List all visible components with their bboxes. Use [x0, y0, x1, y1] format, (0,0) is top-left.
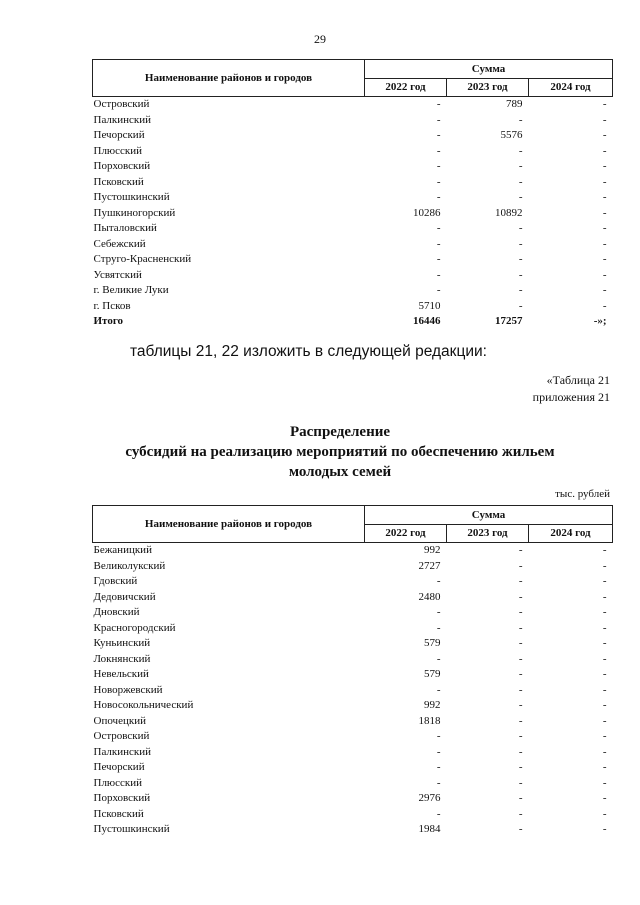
amount-cell: - [602, 621, 607, 634]
table-row [93, 683, 613, 699]
district-name: Порховский [93, 792, 151, 805]
amount-cell: - [518, 807, 523, 820]
district-name: Островский [93, 730, 150, 743]
amount-cell: - [436, 144, 441, 157]
district-name: Гдовский [93, 575, 138, 588]
document-title [60, 422, 620, 482]
amount-cell: - [602, 683, 607, 696]
amount-cell: - [436, 191, 441, 204]
district-name: Пустошкинский [93, 823, 170, 836]
table-row [93, 128, 613, 144]
header-year: 2022 год [365, 524, 447, 543]
amount-cell: - [602, 160, 607, 173]
amount-cell: - [436, 575, 441, 588]
district-name: Новоржевский [93, 683, 163, 696]
amount-cell: 2480 [418, 590, 441, 603]
table-row [93, 667, 613, 683]
amount-cell: - [518, 730, 523, 743]
table-row [93, 760, 613, 776]
district-name: Печорский [93, 129, 145, 142]
district-name: Псковский [93, 807, 144, 820]
table-row [93, 221, 613, 237]
title-line: молодых семей [288, 464, 392, 480]
amount-cell: - [436, 745, 441, 758]
amount-cell: - [518, 699, 523, 712]
amount-cell: 2976 [418, 792, 441, 805]
header-sum: Сумма [365, 60, 613, 79]
table-ref-line: приложения 21 [532, 390, 610, 404]
amount-cell: - [602, 268, 607, 281]
table-ref-line: «Таблица 21 [546, 373, 610, 387]
total-label: Итого [93, 315, 124, 328]
amount-cell: - [436, 268, 441, 281]
table-2-body [93, 543, 613, 838]
district-name: Плюсский [93, 776, 143, 789]
amount-cell: - [602, 299, 607, 312]
amount-cell: - [518, 590, 523, 603]
amount-cell: - [518, 253, 523, 266]
district-name: Новосокольнический [93, 699, 194, 712]
district-name: Великолукский [93, 559, 166, 572]
amount-cell: - [436, 98, 441, 111]
header-sum: Сумма [365, 506, 613, 525]
amount-cell: -»; [593, 315, 607, 328]
district-name: Пустошкинский [93, 191, 170, 204]
table-row [93, 206, 613, 222]
amount-cell: - [518, 299, 523, 312]
table-row [93, 636, 613, 652]
amount-cell: - [518, 652, 523, 665]
district-name: Себежский [93, 237, 146, 250]
table-row [93, 97, 613, 113]
amount-cell: - [518, 222, 523, 235]
amount-cell: - [602, 652, 607, 665]
district-name: Палкинский [93, 745, 152, 758]
amount-cell: 579 [424, 637, 441, 650]
header-year: 2022 год [365, 78, 447, 97]
total-row [93, 314, 613, 330]
amount-cell: - [518, 668, 523, 681]
amount-cell: - [518, 268, 523, 281]
amount-cell: - [518, 175, 523, 188]
amount-cell: - [518, 559, 523, 572]
amount-cell: - [518, 237, 523, 250]
district-name: Усвятский [93, 268, 142, 281]
district-name: Дедовичский [93, 590, 156, 603]
table-row [93, 652, 613, 668]
district-name: Пыталовский [93, 222, 157, 235]
amount-cell: - [518, 776, 523, 789]
table-row [93, 159, 613, 175]
amount-cell: - [602, 606, 607, 619]
table-row [93, 543, 613, 559]
district-name: Куньинский [93, 637, 151, 650]
table-2 [92, 505, 613, 838]
district-name: Струго-Красненский [93, 253, 192, 266]
table-row [93, 283, 613, 299]
amount-cell: - [602, 699, 607, 712]
amount-cell: 789 [506, 98, 523, 111]
amount-cell: - [602, 544, 607, 557]
amount-cell: - [518, 160, 523, 173]
table-row [93, 144, 613, 160]
district-name: Плюсский [93, 144, 143, 157]
table-row [93, 113, 613, 129]
amount-cell: - [602, 745, 607, 758]
amount-cell: - [602, 113, 607, 126]
amount-cell: - [602, 559, 607, 572]
page-number: 29 [314, 32, 326, 46]
amount-cell: - [602, 823, 607, 836]
table-row [93, 605, 613, 621]
amount-cell: 10286 [413, 206, 441, 219]
amount-cell: - [518, 144, 523, 157]
header-name: Наименование районов и городов [93, 60, 365, 97]
table-row [93, 729, 613, 745]
header-name: Наименование районов и городов [93, 506, 365, 543]
table-row [93, 190, 613, 206]
table-row [93, 590, 613, 606]
amount-cell: - [436, 129, 441, 142]
district-name: Невельский [93, 668, 149, 681]
amount-cell: - [436, 652, 441, 665]
amount-cell: - [518, 792, 523, 805]
district-name: Дновский [93, 606, 140, 619]
amount-cell: - [602, 175, 607, 188]
amount-cell: - [518, 575, 523, 588]
amount-cell: 5576 [500, 129, 523, 142]
amount-cell: - [518, 606, 523, 619]
amount-cell: - [436, 761, 441, 774]
amount-cell: - [602, 237, 607, 250]
amount-cell: - [518, 714, 523, 727]
table-row [93, 175, 613, 191]
district-name: Палкинский [93, 113, 152, 126]
amount-cell: - [436, 160, 441, 173]
table-row [93, 268, 613, 284]
table-row [93, 791, 613, 807]
amount-cell: 992 [424, 544, 441, 557]
district-name: Красногородский [93, 621, 176, 634]
header-year: 2023 год [447, 524, 529, 543]
amount-cell: - [602, 575, 607, 588]
amount-cell: - [436, 175, 441, 188]
units-label: тыс. рублей [555, 488, 610, 500]
amount-cell: - [436, 730, 441, 743]
amount-cell: - [518, 113, 523, 126]
amount-cell: - [436, 606, 441, 619]
header-year: 2024 год [529, 78, 613, 97]
amount-cell: - [436, 683, 441, 696]
amount-cell: - [436, 621, 441, 634]
amount-cell: 16446 [413, 315, 441, 328]
amount-cell: 10892 [495, 206, 523, 219]
amount-cell: 992 [424, 699, 441, 712]
amount-cell: - [518, 761, 523, 774]
table-row [93, 237, 613, 253]
amount-cell: - [602, 668, 607, 681]
amount-cell: - [436, 807, 441, 820]
table-row [93, 776, 613, 792]
amount-cell: - [436, 776, 441, 789]
amount-cell: - [518, 544, 523, 557]
amount-cell: - [436, 284, 441, 297]
district-name: Бежаницкий [93, 544, 152, 557]
amount-cell: - [602, 761, 607, 774]
amount-cell: - [436, 222, 441, 235]
table-row [93, 252, 613, 268]
amount-cell: - [518, 637, 523, 650]
amount-cell: 1984 [418, 823, 441, 836]
district-name: Печорский [93, 761, 145, 774]
table-1 [92, 59, 613, 330]
district-name: Островский [93, 98, 150, 111]
amount-cell: - [602, 792, 607, 805]
district-name: Опочецкий [93, 714, 146, 727]
amount-cell: - [602, 129, 607, 142]
table-row [93, 745, 613, 761]
amount-cell: 579 [424, 668, 441, 681]
district-name: Локнянский [93, 652, 151, 665]
amount-cell: - [436, 113, 441, 126]
table-row [93, 299, 613, 315]
amount-cell: - [518, 284, 523, 297]
amount-cell: - [602, 222, 607, 235]
amount-cell: - [436, 253, 441, 266]
table-row [93, 559, 613, 575]
district-name: Пушкиногорский [93, 206, 176, 219]
amount-cell: - [518, 683, 523, 696]
district-name: Псковский [93, 175, 144, 188]
amount-cell: - [602, 637, 607, 650]
amount-cell: 17257 [495, 315, 523, 328]
table-1-body [93, 97, 613, 330]
district-name: Порховский [93, 160, 151, 173]
amount-cell: - [602, 714, 607, 727]
header-year: 2024 год [529, 524, 613, 543]
amount-cell: - [602, 144, 607, 157]
amount-cell: - [518, 823, 523, 836]
table-reference [533, 372, 610, 406]
table-row [93, 621, 613, 637]
amount-cell: - [602, 206, 607, 219]
amount-cell: - [602, 730, 607, 743]
district-name: г. Псков [93, 299, 131, 312]
amount-cell: - [602, 98, 607, 111]
table-row [93, 807, 613, 823]
amount-cell: - [436, 237, 441, 250]
intro-text: таблицы 21, 22 изложить в следующей редакции: [130, 343, 487, 360]
table-row [93, 574, 613, 590]
amount-cell: - [602, 284, 607, 297]
amount-cell: - [518, 745, 523, 758]
title-line: субсидий на реализацию мероприятий по обеспечению жильем [125, 444, 555, 460]
amount-cell: 1818 [418, 714, 441, 727]
header-year: 2023 год [447, 78, 529, 97]
table-row [93, 714, 613, 730]
title-line: Распределение [289, 424, 391, 440]
amount-cell: 5710 [418, 299, 441, 312]
amount-cell: - [602, 807, 607, 820]
amount-cell: - [602, 590, 607, 603]
amount-cell: - [518, 191, 523, 204]
amount-cell: - [518, 621, 523, 634]
amount-cell: - [602, 776, 607, 789]
district-name: г. Великие Луки [93, 284, 169, 297]
amount-cell: - [602, 253, 607, 266]
amount-cell: 2727 [418, 559, 441, 572]
table-row [93, 822, 613, 838]
amount-cell: - [602, 191, 607, 204]
table-row [93, 698, 613, 714]
